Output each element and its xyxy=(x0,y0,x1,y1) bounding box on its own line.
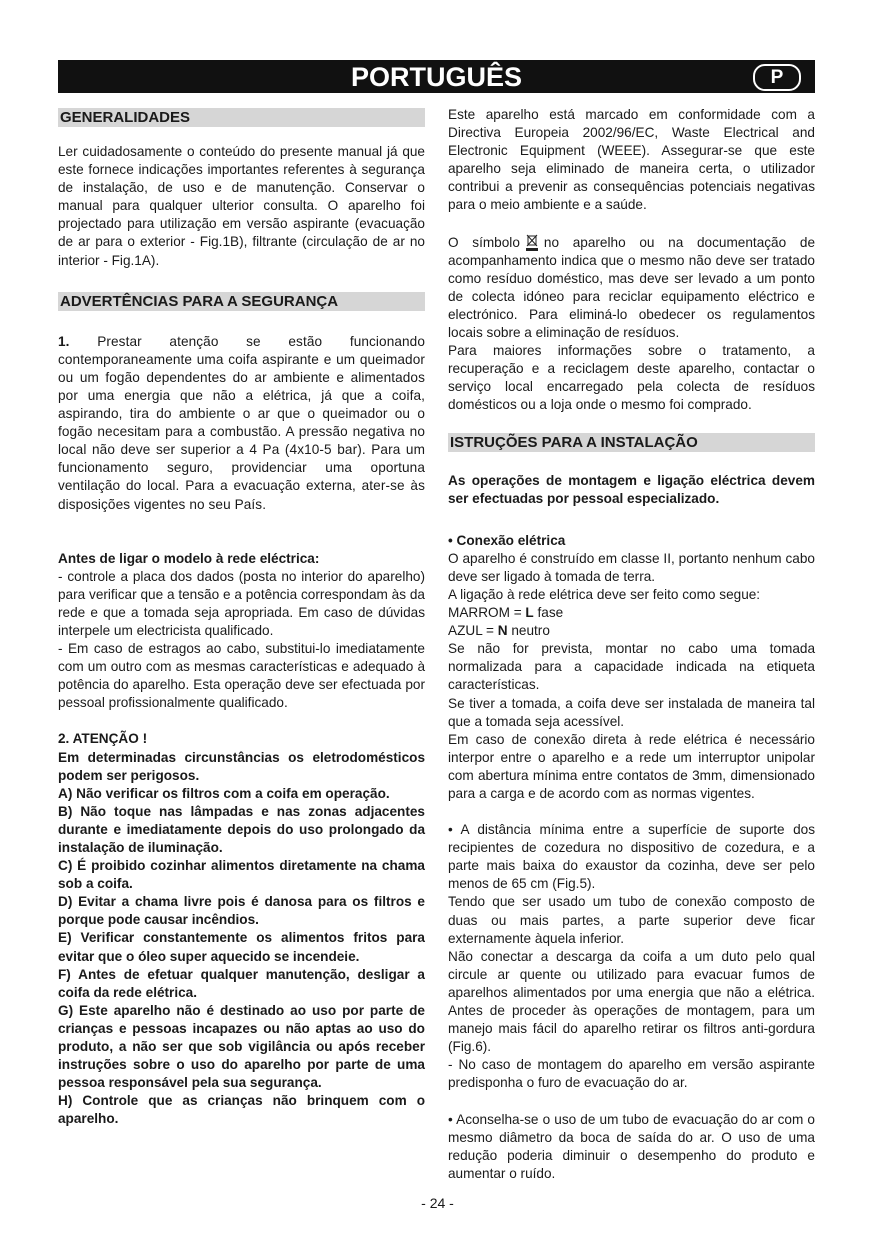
crossed-bin-icon xyxy=(526,233,538,251)
section-heading-generalidades: GENERALIDADES xyxy=(58,108,425,127)
connection-text-1: O aparelho é construído em classe II, portanto nenhum cabo deve ser ligado à tomada de terra. xyxy=(448,550,815,584)
attention-item: E) Verificar constantemente os alimentos fritos para evitar que o óleo super aquecido se incendeie. xyxy=(58,930,425,964)
wire-blue xyxy=(448,622,815,640)
attention-item: G) Este aparelho não é destinado ao uso por parte de crianças e pessoas incapazes ou não aptas ao uso do produto, a não ser que sob vigilância ou após receber instruções sobre o uso do aparelho por parte de uma pessoa responsável pela sua segurança. xyxy=(58,1002,425,1091)
advice-text: • Aconselha-se o uso de um tubo de evacuação do ar com o mesmo diâmetro da boca de saída do ar. O uso de uma redução poderia diminuir o desempenho do produto e aumentar o ruído. xyxy=(448,1111,815,1181)
attention-item: F) Antes de efetuar qualquer manutenção, desligar a coifa da rede elétrica. xyxy=(58,966,425,1000)
connection-text-2: A ligação à rede elétrica deve ser feito como segue: xyxy=(448,586,761,602)
attention-item: H) Controle que as crianças não brinquem com o aparelho. xyxy=(58,1093,425,1127)
weee-text-b: no aparelho ou na documentação de acompanhamento indica que o mesmo não deve ser tratado como resíduo doméstico, mas deve ser levado a um ponto de colecta idóneo para reciclar equipamento eléctrico e electrónico. Para eliminá-lo obedecer os regulamentos locais sobre a eliminação de resíduos. xyxy=(448,234,816,341)
connection-text-5: Em caso de conexão direta à rede elétrica é necessário interpor entre o aparelho e a rede um interruptor unipolar com abertura mínima entre contatos de 3mm, dimensionado para a carga e de acordo com as normas vigentes. xyxy=(448,731,815,801)
distance-text-2: Tendo que ser usado um tubo de conexão composto de duas ou mais partes, a parte superior deve ficar externamente àquela inferior. xyxy=(448,894,815,946)
wire-blue-label: AZUL = xyxy=(448,623,498,639)
weee-paragraph-3: Para maiores informações sobre o tratamento, a recuperação e a reciclagem deste aparelho, contactar o serviço local encarregado pela colecta de resíduos domésticos ou a loja onde o mesmo foi comprado. xyxy=(448,343,815,413)
attention-item: D) Evitar a chama livre pois é danosa para os filtros e porque pode causar incêndios. xyxy=(58,894,425,928)
section-heading-instalacao: ISTRUÇÕES PARA A INSTALAÇÃO xyxy=(448,433,815,452)
attention-item: Em determinadas circunstâncias os eletrodomésticos podem ser perigosos. xyxy=(58,749,425,783)
generalidades-text: Ler cuidadosamente o conteúdo do presente manual já que este fornece indicações importantes referentes à segurança de instalação, de uso e de manutenção. Conservar o manual para qualquer ulterior consulta. O aparelho foi projectado para utilização em versão aspirante (evacuação de ar para o exterior - Fig.1B), filtrante (circulação de ar no interior - Fig.1A). xyxy=(58,144,425,268)
page-title: PORTUGUÊS xyxy=(350,62,523,92)
language-header-bar xyxy=(58,60,815,93)
weee-paragraph-2 xyxy=(448,233,815,343)
item-number: 1. xyxy=(58,333,70,349)
connection-text-4: Se tiver a tomada, a coifa deve ser instalada de maneira tal que a tomada seja acessível. xyxy=(448,695,815,729)
language-badge: P xyxy=(753,64,801,91)
weee-paragraph-1: Este aparelho está marcado em conformidade com a Directiva Europeia 2002/96/EC, Waste Electrical and Electronic Equipment (WEEE). Assegurar-se que este aparelho seja eliminado de maneira certa, o utilizador contribui a prevenir as consequências potenciais negativas para o meio ambiente e a saúde. xyxy=(448,107,815,213)
item-text: Prestar atenção se estão funcionando contemporaneamente uma coifa aspirante e um queimador ou um fogão dependentes do ar ambiente e alimentados por uma energia que não a elétrica, já que a coifa, aspirando, tira do ambiente o ar que o queimador ou o fogão necesitam para a combustão. A pressão negativa no local não deve ser superior a 4 Pa (4x10-5 bar). Para um funcionamento seguro, providenciar uma oportuna ventilação do local. Para a evacuação externa, ater-se às disposições vigentes no seu País. xyxy=(58,333,425,512)
connection-heading: • Conexão elétrica xyxy=(448,532,566,548)
before-connecting-heading: Antes de ligar o modelo à rede eléctrica: xyxy=(58,550,320,566)
attention-list xyxy=(58,730,425,1128)
wire-brown-desc: fase xyxy=(533,605,564,621)
wire-brown-label: MARROM = xyxy=(448,605,526,621)
wire-blue-desc: neutro xyxy=(507,623,550,639)
left-column xyxy=(58,108,425,1129)
attention-item: C) É proibido cozinhar alimentos diretamente na chama sob a coifa. xyxy=(58,858,425,892)
attention-item: 2. ATENÇÃO ! xyxy=(58,731,148,747)
before-connecting-1: - controle a placa dos dados (posta no interior do aparelho) para verificar que a tensão e a potência correspondam às da rede e que a tomada seja apropriada. Em caso de dúvidas interpele um electricista qualificado. xyxy=(58,568,425,638)
weee-text-a: O símbolo xyxy=(448,234,520,250)
page-number: - 24 - xyxy=(421,1195,454,1211)
right-column xyxy=(448,106,815,1183)
safety-item-1 xyxy=(58,333,425,514)
attention-item: A) Não verificar os filtros com a coifa em operação. xyxy=(58,785,390,801)
attention-item: B) Não toque nas lâmpadas e nas zonas adjacentes durante e imediatamente depois do uso prolongado da instalação de iluminação. xyxy=(58,803,425,855)
wire-blue-code: N xyxy=(497,623,508,639)
section-heading-seguranca: ADVERTÊNCIAS PARA A SEGURANÇA xyxy=(58,292,425,311)
distance-text-4: - No caso de montagem do aparelho em versão aspirante predisponha o furo de evacuação do ar. xyxy=(448,1057,815,1091)
installation-intro: As operações de montagem e ligação eléctrica devem ser efectuadas por pessoal especializado. xyxy=(448,472,815,506)
distance-text-1: • A distância mínima entre a superfície de suporte dos recipientes de cozedura no dispositivo de cozedura, e a parte mais baixa do exaustor da cozinha, deve ser pelo menos de 65 cm (Fig.5). xyxy=(448,822,815,892)
distance-text-3: Não conectar a descarga da coifa a um duto pelo qual circule ar quente ou utilizado para evacuar fumos de aparelhos alimentados por uma energia que não a elétrica. Antes de proceder às operações de montagem, para um manejo mais fácil do aparelho retirar os filtros anti-gordura (Fig.6). xyxy=(448,948,815,1055)
wire-brown xyxy=(448,604,815,622)
connection-text-3: Se não for prevista, montar no cabo uma tomada normalizada para a capacidade indicada na etiqueta características. xyxy=(448,641,815,693)
wire-brown-code: L xyxy=(525,605,534,621)
before-connecting-2: - Em caso de estragos ao cabo, substitui-lo imediatamente com um outro com as mesmas características e adequado à potência do aparelho. Esta operação deve ser efectuada por pessoal profissionalmente qualificado. xyxy=(58,641,425,711)
